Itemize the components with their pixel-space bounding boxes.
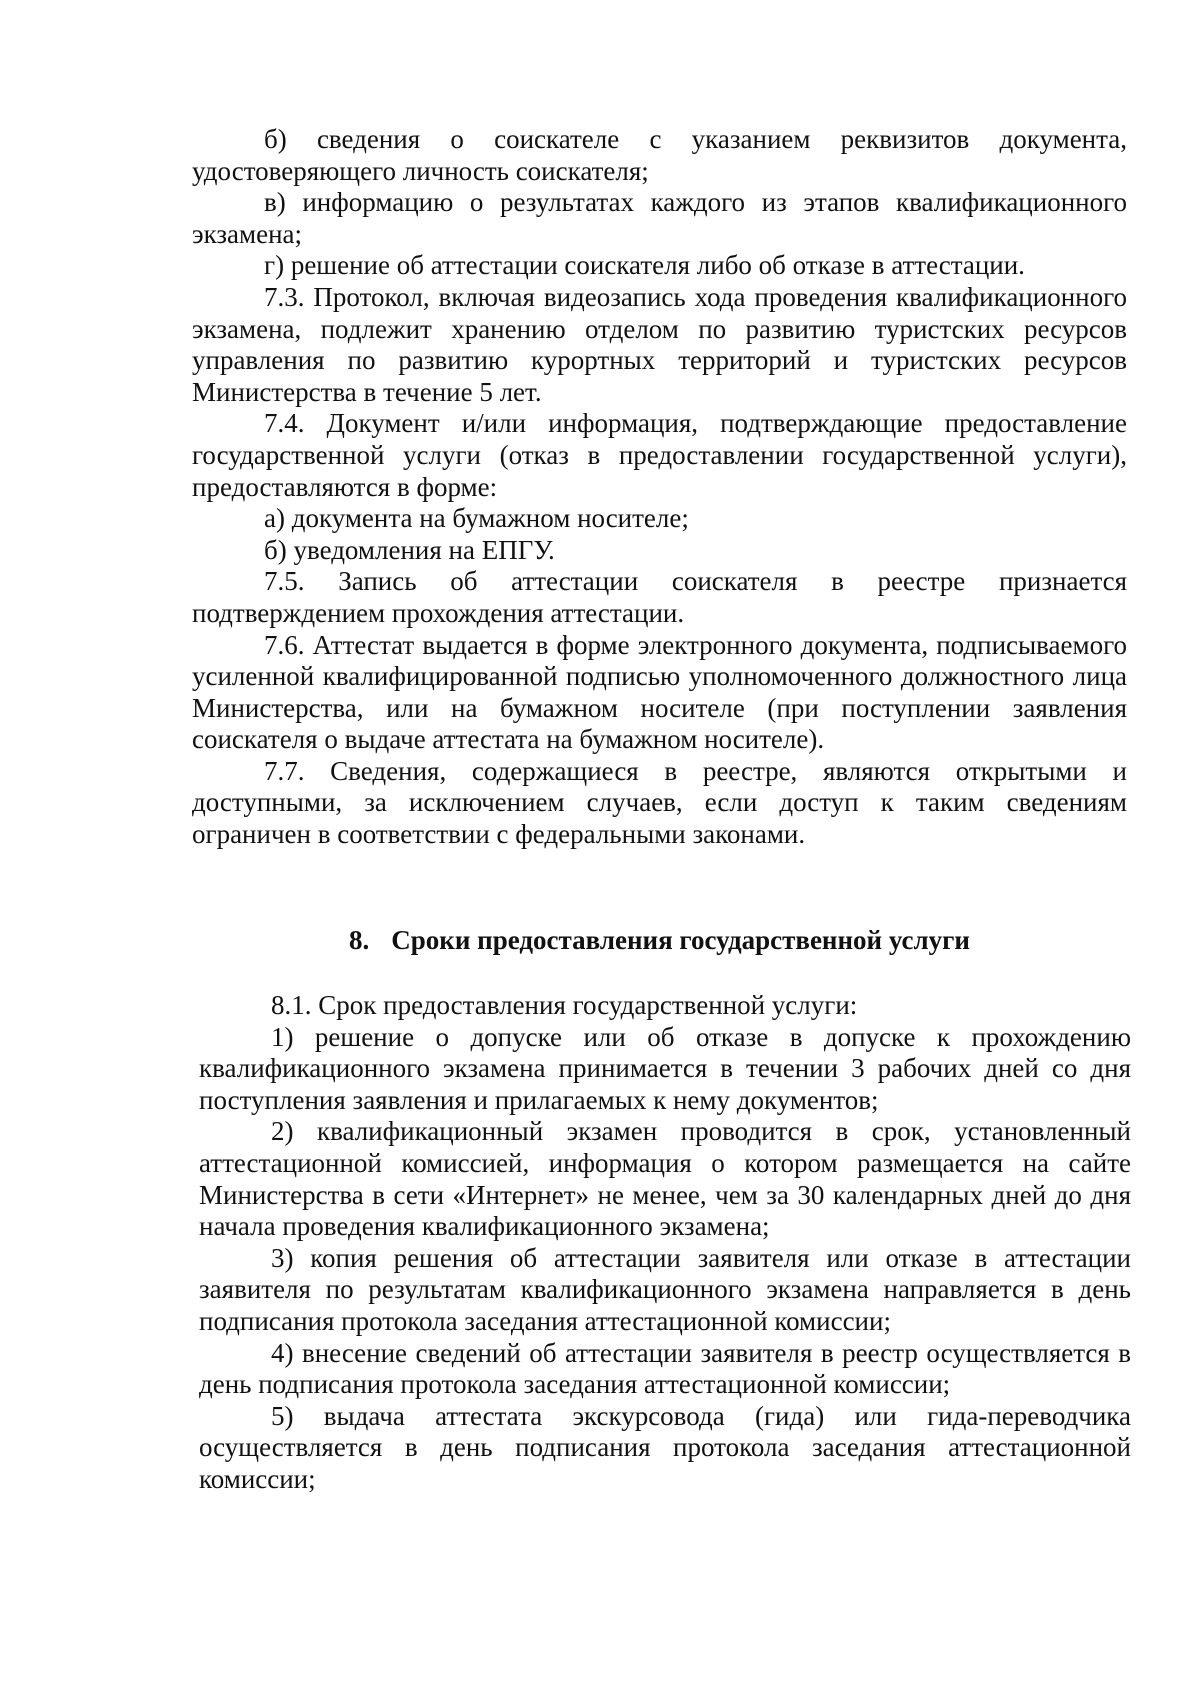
- section-8-body: [199, 990, 1131, 1496]
- paragraph-7-7: 7.7. Сведения, содержащиеся в реестре, являются открытыми и доступными, за исключением случаев, если доступ к таким сведениям ограничен в соответствии с федеральными законами.: [192, 755, 1127, 850]
- paragraph-8-1-1: 1) решение о допуске или об отказе в допуске к прохождению квалификационного экзамена принимается в течении 3 рабочих дней со дня поступления заявления и прилагаемых к нему документов;: [199, 1021, 1131, 1115]
- paragraph-7-2-v: в) информацию о результатах каждого из этапов квалификационного экзамена;: [192, 187, 1127, 249]
- paragraph-7-4-a: а) документа на бумажном носителе;: [264, 503, 689, 534]
- paragraph-8-1-4: 4) внесение сведений об аттестации заявителя в реестр осуществляется в день подписания протокола заседания аттестационной комиссии;: [199, 1337, 1131, 1400]
- paragraph-7-4: 7.4. Документ и/или информация, подтверждающие предоставление государственной услуги (отказ в предоставлении государственной услуги), предоставляются в форме:: [192, 408, 1127, 502]
- paragraph-7-4-b: б) уведомления на ЕПГУ.: [264, 534, 555, 565]
- paragraph-7-5: 7.5. Запись об аттестации соискателя в реестре признается подтверждением прохождения аттестации.: [192, 566, 1127, 628]
- section-8-heading-number: 8.: [349, 925, 370, 955]
- section-8-heading-title: Сроки предоставления государственной услуги: [391, 925, 970, 955]
- paragraph-7-6: 7.6. Аттестат выдается в форме электронного документа, подписываемого усиленной квалифицированной подписью уполномоченного должностного лица Министерства, или на бумажном носителе (при поступлении заявления соискателя о выдаче аттестата на бумажном носителе).: [192, 629, 1127, 755]
- paragraph-7-2-b: б) сведения о соискателе с указанием реквизитов документа, удостоверяющего личность соискателя;: [192, 124, 1127, 186]
- paragraph-7-2-g: г) решение об аттестации соискателя либо об отказе в аттестации.: [264, 250, 1025, 281]
- paragraph-8-1-2: 2) квалификационный экзамен проводится в срок, установленный аттестационной комиссией, информация о котором размещается на сайте Министерства в сети «Интернет» не менее, чем за 30 календарных дней до дня начала проведения квалификационного экзамена;: [199, 1116, 1131, 1242]
- paragraph-7-3: 7.3. Протокол, включая видеозапись хода проведения квалификационного экзамена, подлежит хранению отделом по развитию туристских ресурсов управления по развитию курортных территорий и туристских ресурсов Министерства в течение 5 лет.: [192, 281, 1127, 407]
- paragraph-8-1-3: 3) копия решения об аттестации заявителя или отказе в аттестации заявителя по результатам квалификационного экзамена направляется в день подписания протокола заседания аттестационной комиссии;: [199, 1242, 1131, 1336]
- section-8-heading: [192, 924, 1127, 956]
- paragraph-8-1-5: 5) выдача аттестата экскурсовода (гида) или гида-переводчика осуществляется в день подписания протокола заседания аттестационной комиссии;: [199, 1400, 1131, 1494]
- section-7-continuation: [192, 124, 1127, 851]
- paragraph-8-1: 8.1. Срок предоставления государственной услуги:: [271, 990, 858, 1020]
